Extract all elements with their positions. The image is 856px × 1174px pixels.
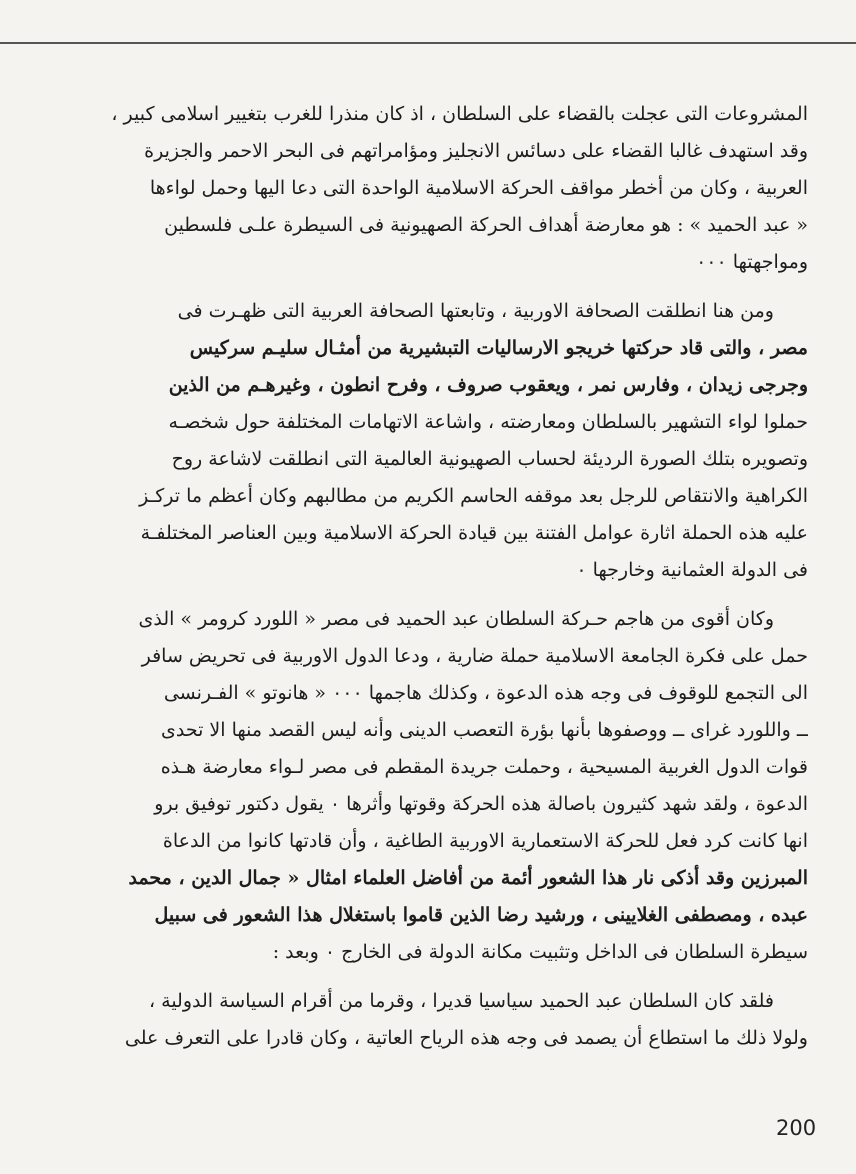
text-line: انها كانت كرد فعل للحركة الاستعمارية الاوربية الطاغية ، وأن قادتها كانوا من الدعاة [162,830,808,852]
text-line: سيطرة السلطان فى الداخل وتثبيت مكانة الدولة فى الخارج ٠ وبعد : [272,941,808,963]
text-line: وتصويره بتلك الصورة الرديئة لحساب الصهيونية العالمية التى انطلقت لاشاعة روح [171,448,808,470]
text-line: عبده ، ومصطفى الغلايينى ، ورشيد رضا الذين قاموا باستغلال هذا الشعور فى سبيل [154,904,808,926]
text-line: حمل على فكرة الجامعة الاسلامية حملة ضارية ، ودعا الدول الاوربية فى تحريض سافر [141,645,808,667]
text-line: فلقد كان السلطان عبد الحميد سياسيا قديرا ، وقرما من أقرام السياسة الدولية ، [148,990,774,1012]
text-line: فى الدولة العثمانية وخارجها ٠ [576,559,808,581]
text-line: الكراهية والانتقاص للرجل بعد موقفه الحاسم الكريم من مطالبهم وكان أعظم ما تركـز [139,485,808,507]
text-line: قوات الدول الغربية المسيحية ، وحملت جريدة المقطم فى مصر لـواء معارضة هـذه [160,756,808,778]
text-line: ومواجهتها ٠٠٠ [696,251,808,273]
paragraph-3 [38,601,808,971]
text-line: عليه هذه الحملة اثارة عوامل الفتنة بين قيادة الحركة الاسلامية وبين العناصر المختلفـة [140,522,808,544]
text-line: وكان أقوى من هاجم حـركة السلطان عبد الحميد فى مصر « اللورد كرومر » الذى [138,608,774,630]
header-rule [0,42,856,44]
body-text [38,96,808,1069]
text-line: وقد استهدف غالبا القضاء على دسائس الانجليز ومؤامراتهم فى البحر الاحمر والجزيرة [144,140,808,162]
text-line: المشروعات التى عجلت بالقضاء على السلطان ، اذ كان منذرا للغرب بتغيير اسلامى كبير ، [111,103,808,125]
text-line: الدعوة ، ولقد شهد كثيرون باصالة هذه الحركة وقوتها وأثرها ٠ يقول دكتور توفيق برو [154,793,808,815]
text-line: وجرجى زيدان ، وفارس نمر ، ويعقوب صروف ، وفرح انطون ، وغيرهـم من الذين [168,374,808,396]
text-line: الى التجمع للوقوف فى وجه هذه الدعوة ، وكذلك هاجمها ٠٠٠ « هانوتو » الفـرنسى [163,682,808,704]
text-line: ومن هنا انطلقت الصحافة الاوربية ، وتابعتها الصحافة العربية التى ظهـرت فى [177,300,774,322]
paragraph-1 [38,96,808,281]
text-line: ــ واللورد غراى ــ ووصفوها بأنها بؤرة التعصب الدينى وأنه ليس القصد منها الا تحدى [160,719,808,741]
paragraph-4 [38,983,808,1057]
text-line: المبرزين وقد أذكى نار هذا الشعور أئمة من أفاضل العلماء امثال « جمال الدين ، محمد [128,867,808,889]
text-line: مصر ، والتى قاد حركتها خريجو الارساليات التبشيرية من أمثـال سليـم سركيس [189,337,808,359]
text-line: « عبد الحميد » : هو معارضة أهداف الحركة الصهيونية فى السيطرة علـى فلسطين [164,214,808,236]
text-line: حملوا لواء التشهير بالسلطان ومعارضته ، واشاعة الاتهامات المختلفة حول شخصـه [168,411,808,433]
text-line: العربية ، وكان من أخطر مواقف الحركة الاسلامية الواحدة التى دعا اليها وحمل لواءها [149,177,808,199]
paragraph-2 [38,293,808,589]
page-number: 200 [776,1116,817,1140]
text-line: ولولا ذلك ما استطاع أن يصمد فى وجه هذه الرياح العاتية ، وكان قادرا على التعرف على [124,1027,808,1049]
